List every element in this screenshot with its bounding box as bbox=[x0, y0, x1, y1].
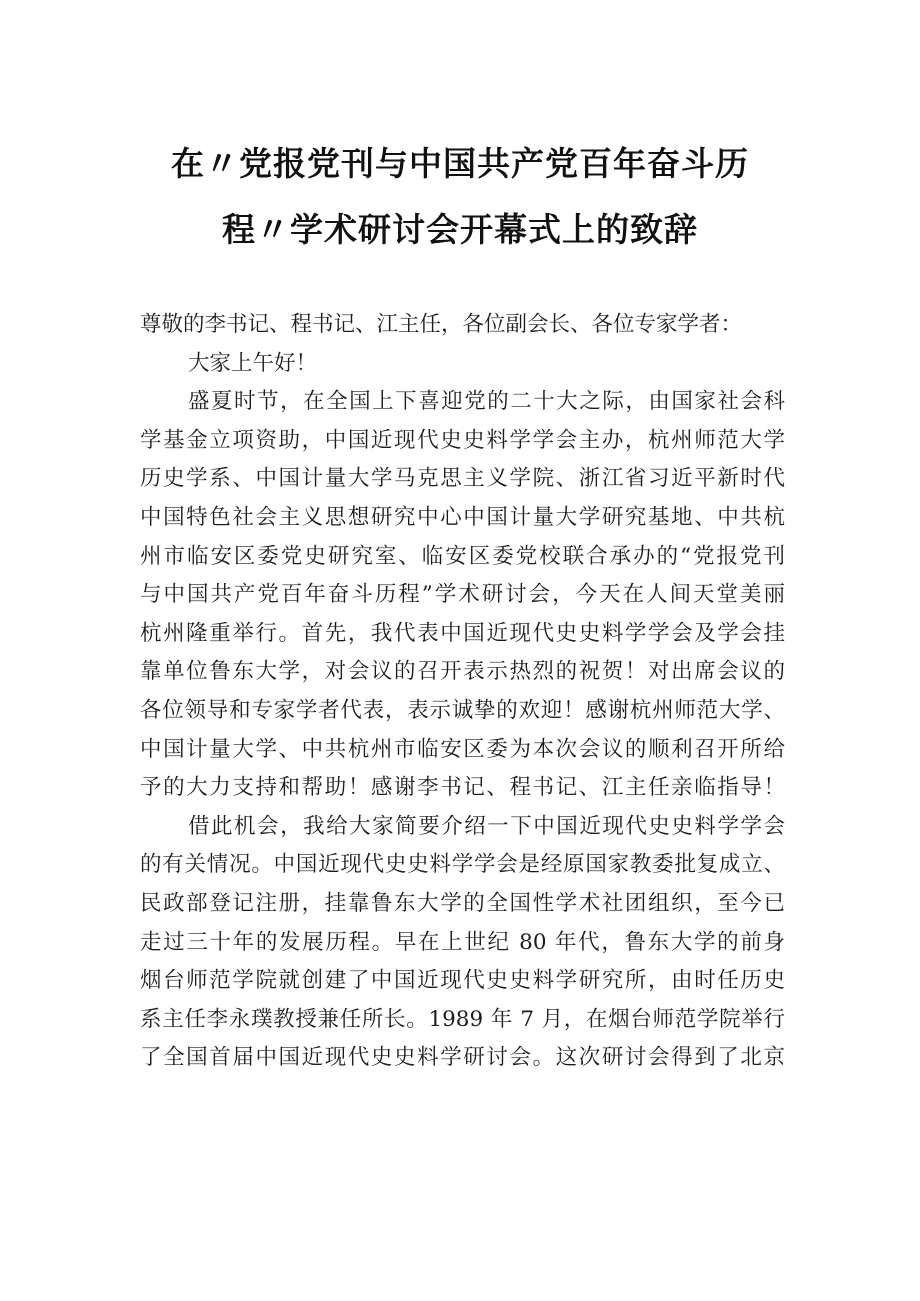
paragraph-line: 走过三十年的发展历程。早在上世纪 80 年代，鲁东大学的前身 bbox=[140, 929, 785, 955]
paragraph-line: 中国特色社会主义思想研究中心中国计量大学研究基地、中共杭 bbox=[140, 504, 785, 530]
paragraph-line: 与中国共产党百年奋斗历程”学术研讨会，今天在人间天堂美丽 bbox=[140, 582, 785, 608]
paragraph-line: 学基金立项资助，中国近现代史史料学学会主办，杭州师范大学 bbox=[140, 427, 785, 453]
paragraph-line: 烟台师范学院就创建了中国近现代史史料学研究所，由时任历史 bbox=[140, 968, 785, 994]
paragraph-1 bbox=[140, 383, 785, 808]
paragraph-line: 盛夏时节，在全国上下喜迎党的二十大之际，由国家社会科 bbox=[188, 389, 785, 415]
paragraph-line: 靠单位鲁东大学，对会议的召开表示热烈的祝贺！对出席会议的 bbox=[140, 659, 785, 685]
paragraph-line: 了全国首届中国近现代史史料学研讨会。这次研讨会得到了北京 bbox=[140, 1045, 785, 1071]
salutation: 尊敬的李书记、程书记、江主任，各位副会长、各位专家学者： bbox=[140, 312, 743, 337]
paragraph-line: 的有关情况。中国近现代史史料学学会是经原国家教委批复成立、 bbox=[140, 852, 785, 878]
document-title-line-2: 程〃学术研讨会开幕式上的致辞 bbox=[222, 210, 698, 249]
paragraph-line: 州市临安区委党史研究室、临安区委党校联合承办的“党报党刊 bbox=[140, 543, 785, 569]
paragraph-line: 杭州隆重举行。首先，我代表中国近现代史史料学学会及学会挂 bbox=[140, 620, 785, 646]
paragraph-2 bbox=[140, 808, 785, 1078]
paragraph-line: 中国计量大学、中共杭州市临安区委为本次会议的顺利召开所给 bbox=[140, 736, 785, 762]
paragraph-line: 借此机会，我给大家简要介绍一下中国近现代史史料学学会 bbox=[188, 813, 785, 839]
paragraph-line: 系主任李永璞教授兼任所长。1989 年 7 月，在烟台师范学院举行 bbox=[140, 1006, 785, 1032]
document-title-line-1: 在〃党报党刊与中国共产党百年奋斗历 bbox=[171, 144, 749, 183]
paragraph-line: 各位领导和专家学者代表，表示诚挚的欢迎！感谢杭州师范大学、 bbox=[140, 697, 785, 723]
document-body bbox=[140, 306, 785, 1078]
greeting: 大家上午好！ bbox=[188, 350, 318, 376]
paragraph-line: 民政部登记注册，挂靠鲁东大学的全国性学术社团组织，至今已 bbox=[140, 890, 785, 916]
paragraph-line: 予的大力支持和帮助！感谢李书记、程书记、江主任亲临指导！ bbox=[140, 775, 785, 801]
paragraph-line: 历史学系、中国计量大学马克思主义学院、浙江省习近平新时代 bbox=[140, 466, 785, 492]
